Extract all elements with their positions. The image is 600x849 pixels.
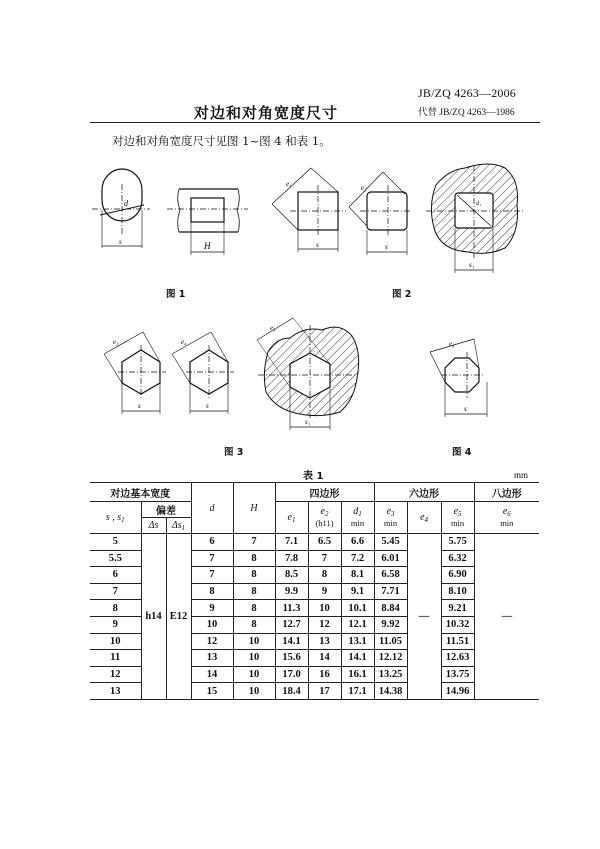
cell-s: 8 bbox=[90, 600, 141, 617]
page-title: 对边和对角宽度尺寸 bbox=[194, 104, 339, 122]
header-e4: $e_4$ bbox=[407, 502, 441, 534]
cell-e3: 5.45 bbox=[374, 534, 407, 551]
cell-d: 14 bbox=[191, 666, 233, 683]
header-delta-s: Δs bbox=[141, 518, 166, 534]
header-e1: $e_1$ bbox=[275, 502, 308, 534]
svg-text:s₁: s₁ bbox=[469, 261, 475, 269]
cell-d: 10 bbox=[191, 616, 233, 633]
cell-d1: 8.1 bbox=[341, 567, 374, 584]
cell-d: 15 bbox=[191, 683, 233, 700]
cell-e3: 14.38 bbox=[374, 683, 407, 700]
cell-e5: 5.75 bbox=[441, 534, 474, 551]
header-d: d bbox=[191, 483, 233, 534]
cell-H: 10 bbox=[233, 650, 275, 667]
cell-H: 8 bbox=[233, 600, 275, 617]
figure-1-label: 图 1 bbox=[166, 289, 186, 300]
header-e3: $e_3$ min bbox=[374, 502, 407, 534]
header-square: 四边形 bbox=[275, 483, 374, 502]
cell-e3: 9.92 bbox=[374, 616, 407, 633]
cell-e6: — bbox=[474, 534, 539, 700]
cell-H: 8 bbox=[233, 550, 275, 567]
cell-e2: 7 bbox=[308, 550, 341, 567]
cell-e2: 9 bbox=[308, 583, 341, 600]
cell-s: 7 bbox=[90, 583, 141, 600]
cell-s: 5.5 bbox=[90, 550, 141, 567]
cell-d1: 13.1 bbox=[341, 633, 374, 650]
header-octagon: 八边形 bbox=[474, 483, 539, 502]
table-row bbox=[90, 534, 539, 551]
cell-e1: 17.0 bbox=[275, 666, 308, 683]
svg-text:e₂: e₂ bbox=[361, 184, 367, 192]
cell-e2: 8 bbox=[308, 567, 341, 584]
svg-text:s: s bbox=[464, 405, 467, 413]
table-unit: mm bbox=[514, 470, 529, 480]
svg-text:s: s bbox=[119, 238, 122, 246]
cell-e5: 8.10 bbox=[441, 583, 474, 600]
cell-e3: 12.12 bbox=[374, 650, 407, 667]
cell-d: 7 bbox=[191, 567, 233, 584]
cell-e1: 9.9 bbox=[275, 583, 308, 600]
svg-text:e₄: e₄ bbox=[181, 338, 187, 346]
cell-e2: 16 bbox=[308, 666, 341, 683]
dim-label-d: d bbox=[124, 199, 128, 208]
cell-e2: 10 bbox=[308, 600, 341, 617]
cell-H: 8 bbox=[233, 616, 275, 633]
cell-e5: 9.21 bbox=[441, 600, 474, 617]
svg-text:e₆: e₆ bbox=[449, 340, 455, 348]
cell-tolerance-s1: E12 bbox=[166, 534, 191, 700]
cell-e2: 6.5 bbox=[308, 534, 341, 551]
cell-s: 12 bbox=[90, 666, 141, 683]
figure-3-label: 图 3 bbox=[224, 447, 244, 458]
cell-e1: 11.3 bbox=[275, 600, 308, 617]
cell-e5: 10.32 bbox=[441, 616, 474, 633]
header-e5: $e_5$ min bbox=[441, 502, 474, 534]
cell-e2: 12 bbox=[308, 616, 341, 633]
cell-e3: 13.25 bbox=[374, 666, 407, 683]
cell-e1: 15.6 bbox=[275, 650, 308, 667]
cell-e1: 7.8 bbox=[275, 550, 308, 567]
header-deviation: 偏差 bbox=[141, 502, 191, 518]
header-basic-width: 对边基本宽度 bbox=[90, 483, 191, 502]
cell-e5: 12.63 bbox=[441, 650, 474, 667]
cell-e3: 6.58 bbox=[374, 567, 407, 584]
cell-e2: 14 bbox=[308, 650, 341, 667]
cell-s: 11 bbox=[90, 650, 141, 667]
cell-d1: 6.6 bbox=[341, 534, 374, 551]
cell-d: 13 bbox=[191, 650, 233, 667]
figure-2-label: 图 2 bbox=[392, 289, 412, 300]
header-e6: $e_6$ min bbox=[474, 502, 539, 534]
table-caption: 表 1 bbox=[303, 471, 324, 482]
cell-s: 5 bbox=[90, 534, 141, 551]
cell-e1: 8.5 bbox=[275, 567, 308, 584]
cell-s: 6 bbox=[90, 567, 141, 584]
header-d1: $d_1$ min bbox=[341, 502, 374, 534]
cell-H: 7 bbox=[233, 534, 275, 551]
header-delta-s1: $\Delta s_1$ bbox=[166, 518, 191, 534]
header-s-s1: s , $s_1$ bbox=[90, 502, 141, 534]
svg-text:s: s bbox=[206, 402, 209, 410]
cell-e1: 12.7 bbox=[275, 616, 308, 633]
cell-e1: 18.4 bbox=[275, 683, 308, 700]
cell-d1: 7.2 bbox=[341, 550, 374, 567]
cell-e4: — bbox=[407, 534, 441, 700]
header-e2: $e_2$ (h11) bbox=[308, 502, 341, 534]
cell-d1: 14.1 bbox=[341, 650, 374, 667]
svg-text:s: s bbox=[385, 243, 388, 251]
svg-text:H: H bbox=[204, 241, 211, 251]
cell-e3: 6.01 bbox=[374, 550, 407, 567]
svg-text:e₃: e₃ bbox=[113, 338, 119, 346]
intro-text: 对边和对角宽度尺寸见图 1~图 4 和表 1。 bbox=[112, 134, 331, 148]
cell-e5: 6.32 bbox=[441, 550, 474, 567]
cell-s: 13 bbox=[90, 683, 141, 700]
cell-e1: 7.1 bbox=[275, 534, 308, 551]
svg-text:s₁: s₁ bbox=[305, 418, 311, 426]
cell-d1: 16.1 bbox=[341, 666, 374, 683]
cell-H: 8 bbox=[233, 583, 275, 600]
replaces-standard: 代替 JB/ZQ 4263—1986 bbox=[418, 108, 515, 118]
cell-e5: 6.90 bbox=[441, 567, 474, 584]
cell-e2: 13 bbox=[308, 633, 341, 650]
cell-e3: 11.05 bbox=[374, 633, 407, 650]
cell-H: 10 bbox=[233, 683, 275, 700]
cell-tolerance-s: h14 bbox=[141, 534, 166, 700]
cell-H: 10 bbox=[233, 666, 275, 683]
cell-s: 10 bbox=[90, 633, 141, 650]
header-H: H bbox=[233, 483, 275, 534]
cell-e5: 13.75 bbox=[441, 666, 474, 683]
svg-text:d₁: d₁ bbox=[476, 201, 482, 207]
header-hexagon: 六边形 bbox=[374, 483, 474, 502]
svg-text:s: s bbox=[138, 402, 141, 410]
cell-e3: 8.84 bbox=[374, 600, 407, 617]
cell-d: 12 bbox=[191, 633, 233, 650]
cell-d: 7 bbox=[191, 550, 233, 567]
cell-e3: 7.71 bbox=[374, 583, 407, 600]
cell-e1: 14.1 bbox=[275, 633, 308, 650]
cell-H: 10 bbox=[233, 633, 275, 650]
cell-e5: 11.51 bbox=[441, 633, 474, 650]
cell-s: 9 bbox=[90, 616, 141, 633]
cell-d: 8 bbox=[191, 583, 233, 600]
cell-H: 8 bbox=[233, 567, 275, 584]
svg-text:e₅: e₅ bbox=[270, 324, 276, 332]
cell-d: 6 bbox=[191, 534, 233, 551]
cell-d1: 9.1 bbox=[341, 583, 374, 600]
svg-text:e₁: e₁ bbox=[286, 180, 292, 188]
cell-d1: 17.1 bbox=[341, 683, 374, 700]
dimension-table bbox=[90, 482, 539, 700]
cell-d1: 12.1 bbox=[341, 616, 374, 633]
cell-e2: 17 bbox=[308, 683, 341, 700]
standard-number: JB/ZQ 4263—2006 bbox=[418, 86, 517, 100]
cell-d: 9 bbox=[191, 600, 233, 617]
svg-text:s: s bbox=[316, 241, 319, 249]
figure-4-label: 图 4 bbox=[452, 447, 472, 458]
cell-d1: 10.1 bbox=[341, 600, 374, 617]
cell-e5: 14.96 bbox=[441, 683, 474, 700]
